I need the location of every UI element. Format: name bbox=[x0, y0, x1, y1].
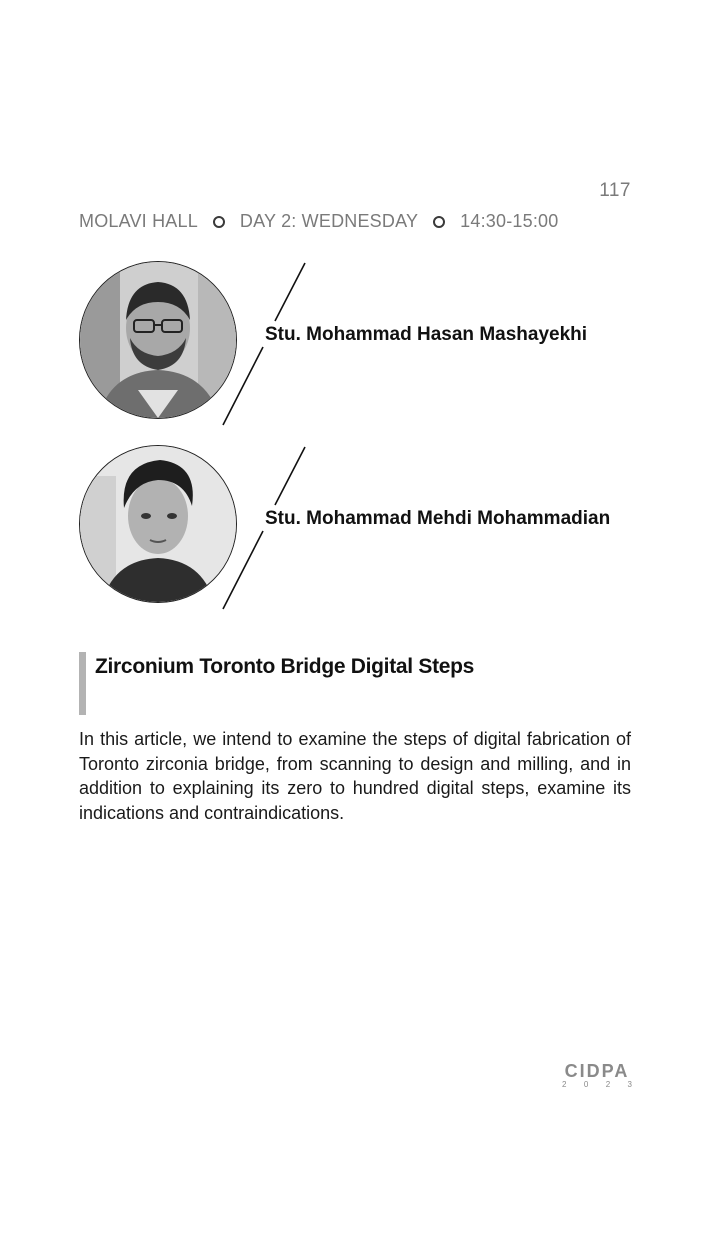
cidpa-logo bbox=[562, 1062, 632, 1090]
speaker-card bbox=[79, 445, 639, 615]
talk-abstract: In this article, we intend to examine the steps of digital fabrication of Toronto zirconia bridge, from scanning to design and milling, and in addition to explaining its zero to hundred digital steps, examine its indications and contraindications. bbox=[79, 729, 631, 823]
talk-title: Zirconium Toronto Bridge Digital Steps bbox=[95, 655, 475, 678]
logo-wordmark: CIDPA bbox=[564, 1061, 630, 1081]
session-info bbox=[79, 211, 558, 232]
speaker-name: Stu. Mohammad Mehdi Mohammadian bbox=[265, 508, 611, 529]
logo-year-digit: 0 bbox=[583, 1080, 589, 1089]
logo-year-digit: 3 bbox=[627, 1080, 632, 1089]
speaker-name: Stu. Mohammad Hasan Mashayekhi bbox=[265, 324, 588, 345]
circle-separator-icon bbox=[433, 216, 445, 228]
logo-year bbox=[562, 1080, 632, 1089]
session-hall: MOLAVI HALL bbox=[79, 211, 198, 231]
talk-title-block bbox=[79, 652, 638, 715]
session-time: 14:30-15:00 bbox=[460, 211, 559, 231]
logo-year-digit: 2 bbox=[562, 1080, 567, 1089]
decorative-slash bbox=[219, 445, 309, 615]
speaker-photo bbox=[79, 445, 237, 603]
session-day: DAY 2: WEDNESDAY bbox=[239, 211, 419, 231]
speaker-photo bbox=[79, 261, 237, 419]
speaker-card bbox=[79, 261, 639, 431]
logo-year-digit: 2 bbox=[605, 1080, 611, 1089]
page-number: 117 bbox=[599, 180, 631, 201]
circle-separator-icon bbox=[213, 216, 225, 228]
decorative-slash bbox=[219, 261, 309, 431]
